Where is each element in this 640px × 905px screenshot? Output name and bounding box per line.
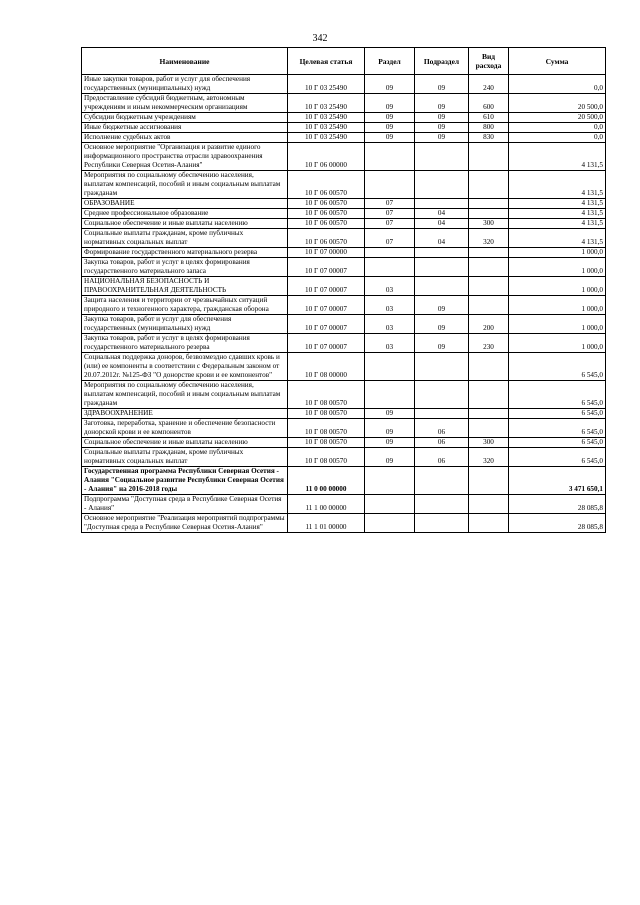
header-name: Наименование <box>82 48 288 75</box>
cell-subsection <box>415 143 469 171</box>
table-row <box>82 219 606 229</box>
cell-section: 09 <box>365 75 415 94</box>
cell-subsection <box>415 277 469 296</box>
table-row <box>82 75 606 94</box>
cell-expense-type <box>469 258 509 277</box>
cell-section <box>365 514 415 533</box>
table-row <box>82 229 606 248</box>
cell-subsection: 06 <box>415 448 469 467</box>
cell-name: Предоставление субсидий бюджетным, автономным учреждениям и иным некоммерческим организациям <box>82 94 288 113</box>
cell-name: Мероприятия по социальному обеспечению населения, выплатам компенсаций, пособий и иным социальным выплатам гражданам <box>82 171 288 199</box>
table-row <box>82 123 606 133</box>
table-row <box>82 315 606 334</box>
cell-subsection: 09 <box>415 113 469 123</box>
table-body <box>82 75 606 533</box>
cell-expense-type <box>469 248 509 258</box>
cell-name: Среднее профессиональное образование <box>82 209 288 219</box>
cell-subsection: 09 <box>415 94 469 113</box>
cell-target-article: 10 Г 06 00570 <box>288 199 365 209</box>
table-row <box>82 448 606 467</box>
cell-target-article: 10 Г 06 00570 <box>288 219 365 229</box>
cell-section <box>365 171 415 199</box>
cell-name: Защита населения и территории от чрезвычайных ситуаций природного и техногенного характера, гражданская оборона <box>82 296 288 315</box>
cell-name: ЗДРАВООХРАНЕНИЕ <box>82 409 288 419</box>
cell-expense-type: 800 <box>469 123 509 133</box>
cell-name: Социальные выплаты гражданам, кроме публичных нормативных социальных выплат <box>82 229 288 248</box>
cell-name: Государственная программа Республики Северная Осетия - Алания "Социальное развитие Республики Северная Осетия - Алания" на 2016-2018 годы <box>82 467 288 495</box>
cell-section: 07 <box>365 199 415 209</box>
cell-name: Социальные выплаты гражданам, кроме публичных нормативных социальных выплат <box>82 448 288 467</box>
cell-target-article: 10 Г 06 00570 <box>288 209 365 219</box>
cell-section: 09 <box>365 133 415 143</box>
table-row <box>82 381 606 409</box>
cell-target-article: 10 Г 07 00007 <box>288 277 365 296</box>
cell-subsection: 06 <box>415 419 469 438</box>
cell-sum: 0,0 <box>509 133 606 143</box>
cell-subsection <box>415 514 469 533</box>
cell-sum: 3 471 650,1 <box>509 467 606 495</box>
cell-target-article: 10 Г 07 00007 <box>288 315 365 334</box>
cell-sum: 1 000,0 <box>509 315 606 334</box>
cell-section: 09 <box>365 94 415 113</box>
cell-target-article: 11 1 00 00000 <box>288 495 365 514</box>
cell-expense-type: 320 <box>469 448 509 467</box>
cell-name: Закупка товаров, работ и услуг в целях формирования государственного материального запаса <box>82 258 288 277</box>
cell-expense-type <box>469 419 509 438</box>
cell-sum: 6 545,0 <box>509 448 606 467</box>
cell-subsection: 06 <box>415 438 469 448</box>
cell-sum: 4 131,5 <box>509 171 606 199</box>
cell-section: 03 <box>365 296 415 315</box>
cell-section: 09 <box>365 438 415 448</box>
table-row <box>82 296 606 315</box>
cell-name: Подпрограмма "Доступная среда в Республике Северная Осетия - Алания" <box>82 495 288 514</box>
cell-target-article: 11 1 01 00000 <box>288 514 365 533</box>
cell-target-article: 10 Г 07 00007 <box>288 296 365 315</box>
cell-target-article: 10 Г 08 00570 <box>288 448 365 467</box>
cell-sum: 1 000,0 <box>509 277 606 296</box>
table-row <box>82 495 606 514</box>
cell-section <box>365 495 415 514</box>
table-row <box>82 248 606 258</box>
table-row <box>82 277 606 296</box>
cell-target-article: 10 Г 03 25490 <box>288 75 365 94</box>
table-row <box>82 353 606 381</box>
cell-name: Исполнение судебных актов <box>82 133 288 143</box>
cell-section: 09 <box>365 123 415 133</box>
cell-name: Иные бюджетные ассигнования <box>82 123 288 133</box>
cell-expense-type <box>469 209 509 219</box>
cell-sum: 6 545,0 <box>509 409 606 419</box>
cell-sum: 4 131,5 <box>509 143 606 171</box>
cell-name: Социальная поддержка доноров, безвозмездно сдавших кровь и (или) ее компоненты в соответствии с Федеральным законом от 20.07.2012г. №125-ФЗ "О донорстве крови и ее компонентов" <box>82 353 288 381</box>
cell-section: 03 <box>365 277 415 296</box>
table-row <box>82 94 606 113</box>
cell-expense-type: 200 <box>469 315 509 334</box>
cell-section <box>365 381 415 409</box>
cell-sum: 6 545,0 <box>509 419 606 438</box>
cell-expense-type <box>469 353 509 381</box>
table-row <box>82 409 606 419</box>
cell-name: Закупка товаров, работ и услуг для обеспечения государственных (муниципальных) нужд <box>82 315 288 334</box>
cell-name: Основное мероприятие "Организация и развитие единого информационного пространства отрасли здравоохранения Республики Северная Осетия-Алания" <box>82 143 288 171</box>
cell-section: 03 <box>365 315 415 334</box>
cell-target-article: 10 Г 07 00007 <box>288 334 365 353</box>
cell-sum: 28 085,8 <box>509 495 606 514</box>
cell-expense-type <box>469 171 509 199</box>
table-row <box>82 171 606 199</box>
cell-sum: 28 085,8 <box>509 514 606 533</box>
cell-target-article: 10 Г 08 00570 <box>288 409 365 419</box>
table-row <box>82 419 606 438</box>
cell-expense-type <box>469 467 509 495</box>
table-row <box>82 143 606 171</box>
cell-subsection: 09 <box>415 315 469 334</box>
header-section: Раздел <box>365 48 415 75</box>
cell-expense-type <box>469 296 509 315</box>
cell-section: 07 <box>365 219 415 229</box>
cell-name: Формирование государственного материального резерва <box>82 248 288 258</box>
cell-expense-type: 600 <box>469 94 509 113</box>
cell-name: Социальное обеспечение и иные выплаты населению <box>82 438 288 448</box>
cell-sum: 4 131,5 <box>509 209 606 219</box>
cell-subsection <box>415 171 469 199</box>
cell-expense-type: 300 <box>469 219 509 229</box>
cell-subsection <box>415 258 469 277</box>
cell-name: ОБРАЗОВАНИЕ <box>82 199 288 209</box>
cell-expense-type: 300 <box>469 438 509 448</box>
cell-section <box>365 353 415 381</box>
cell-name: Основное мероприятие "Реализация мероприятий подпрограммы "Доступная среда в Республике Северная Осетия-Алания" <box>82 514 288 533</box>
header-sum: Сумма <box>509 48 606 75</box>
cell-sum: 6 545,0 <box>509 381 606 409</box>
cell-subsection <box>415 409 469 419</box>
cell-section: 03 <box>365 334 415 353</box>
cell-name: Заготовка, переработка, хранение и обеспечение безопасности донорской крови и ее компонентов <box>82 419 288 438</box>
cell-sum: 1 000,0 <box>509 248 606 258</box>
cell-target-article: 10 Г 06 00570 <box>288 229 365 248</box>
cell-target-article: 10 Г 03 25490 <box>288 133 365 143</box>
table-row <box>82 514 606 533</box>
table-row <box>82 467 606 495</box>
cell-section: 07 <box>365 209 415 219</box>
cell-section: 09 <box>365 419 415 438</box>
cell-subsection <box>415 248 469 258</box>
cell-subsection: 09 <box>415 133 469 143</box>
cell-expense-type <box>469 409 509 419</box>
cell-sum: 1 000,0 <box>509 334 606 353</box>
cell-section <box>365 143 415 171</box>
table-row <box>82 199 606 209</box>
cell-sum: 4 131,5 <box>509 199 606 209</box>
page-number: 342 <box>312 33 328 44</box>
cell-sum: 0,0 <box>509 75 606 94</box>
cell-subsection: 09 <box>415 123 469 133</box>
cell-expense-type <box>469 143 509 171</box>
cell-expense-type <box>469 277 509 296</box>
cell-subsection <box>415 381 469 409</box>
cell-subsection <box>415 467 469 495</box>
cell-name: Иные закупки товаров, работ и услуг для обеспечения государственных (муниципальных) нужд <box>82 75 288 94</box>
header-type: Вид расхода <box>469 48 509 75</box>
header-subsection: Подраздел <box>415 48 469 75</box>
cell-subsection: 09 <box>415 296 469 315</box>
cell-expense-type <box>469 514 509 533</box>
cell-subsection: 04 <box>415 229 469 248</box>
cell-sum: 4 131,5 <box>509 229 606 248</box>
cell-subsection <box>415 353 469 381</box>
cell-subsection <box>415 199 469 209</box>
cell-sum: 20 500,0 <box>509 113 606 123</box>
cell-name: НАЦИОНАЛЬНАЯ БЕЗОПАСНОСТЬ И ПРАВООХРАНИТЕЛЬНАЯ ДЕЯТЕЛЬНОСТЬ <box>82 277 288 296</box>
cell-target-article: 10 Г 08 00000 <box>288 353 365 381</box>
budget-table <box>81 47 606 533</box>
cell-expense-type: 230 <box>469 334 509 353</box>
cell-subsection: 09 <box>415 334 469 353</box>
cell-target-article: 10 Г 03 25490 <box>288 113 365 123</box>
cell-target-article: 10 Г 07 00000 <box>288 248 365 258</box>
cell-sum: 0,0 <box>509 123 606 133</box>
table-header-row <box>82 48 606 75</box>
cell-target-article: 10 Г 08 00570 <box>288 381 365 409</box>
table-row <box>82 334 606 353</box>
cell-name: Мероприятия по социальному обеспечению населения, выплатам компенсаций, пособий и иным социальным выплатам гражданам <box>82 381 288 409</box>
cell-target-article: 10 Г 06 00000 <box>288 143 365 171</box>
cell-target-article: 11 0 00 00000 <box>288 467 365 495</box>
cell-section: 09 <box>365 113 415 123</box>
cell-subsection: 09 <box>415 75 469 94</box>
header-target: Целевая статья <box>288 48 365 75</box>
cell-name: Субсидии бюджетным учреждениям <box>82 113 288 123</box>
cell-sum: 1 000,0 <box>509 258 606 277</box>
table-row <box>82 209 606 219</box>
table-row <box>82 258 606 277</box>
cell-subsection <box>415 495 469 514</box>
cell-sum: 6 545,0 <box>509 438 606 448</box>
cell-sum: 6 545,0 <box>509 353 606 381</box>
cell-sum: 4 131,5 <box>509 219 606 229</box>
cell-target-article: 10 Г 03 25490 <box>288 94 365 113</box>
cell-target-article: 10 Г 06 00570 <box>288 171 365 199</box>
cell-section <box>365 248 415 258</box>
cell-expense-type <box>469 495 509 514</box>
cell-subsection: 04 <box>415 219 469 229</box>
cell-target-article: 10 Г 08 00570 <box>288 438 365 448</box>
cell-sum: 1 000,0 <box>509 296 606 315</box>
cell-target-article: 10 Г 03 25490 <box>288 123 365 133</box>
table-row <box>82 133 606 143</box>
cell-section: 09 <box>365 448 415 467</box>
cell-subsection: 04 <box>415 209 469 219</box>
cell-expense-type <box>469 381 509 409</box>
cell-name: Социальное обеспечение и иные выплаты населению <box>82 219 288 229</box>
cell-expense-type <box>469 199 509 209</box>
cell-section <box>365 258 415 277</box>
cell-section <box>365 467 415 495</box>
cell-section: 07 <box>365 229 415 248</box>
table-row <box>82 438 606 448</box>
cell-expense-type: 240 <box>469 75 509 94</box>
table-row <box>82 113 606 123</box>
cell-expense-type: 610 <box>469 113 509 123</box>
cell-expense-type: 320 <box>469 229 509 248</box>
cell-section: 09 <box>365 409 415 419</box>
cell-name: Закупка товаров, работ и услуг в целях формирования государственного материального резерва <box>82 334 288 353</box>
cell-target-article: 10 Г 07 00007 <box>288 258 365 277</box>
cell-expense-type: 830 <box>469 133 509 143</box>
cell-sum: 20 500,0 <box>509 94 606 113</box>
cell-target-article: 10 Г 08 00570 <box>288 419 365 438</box>
